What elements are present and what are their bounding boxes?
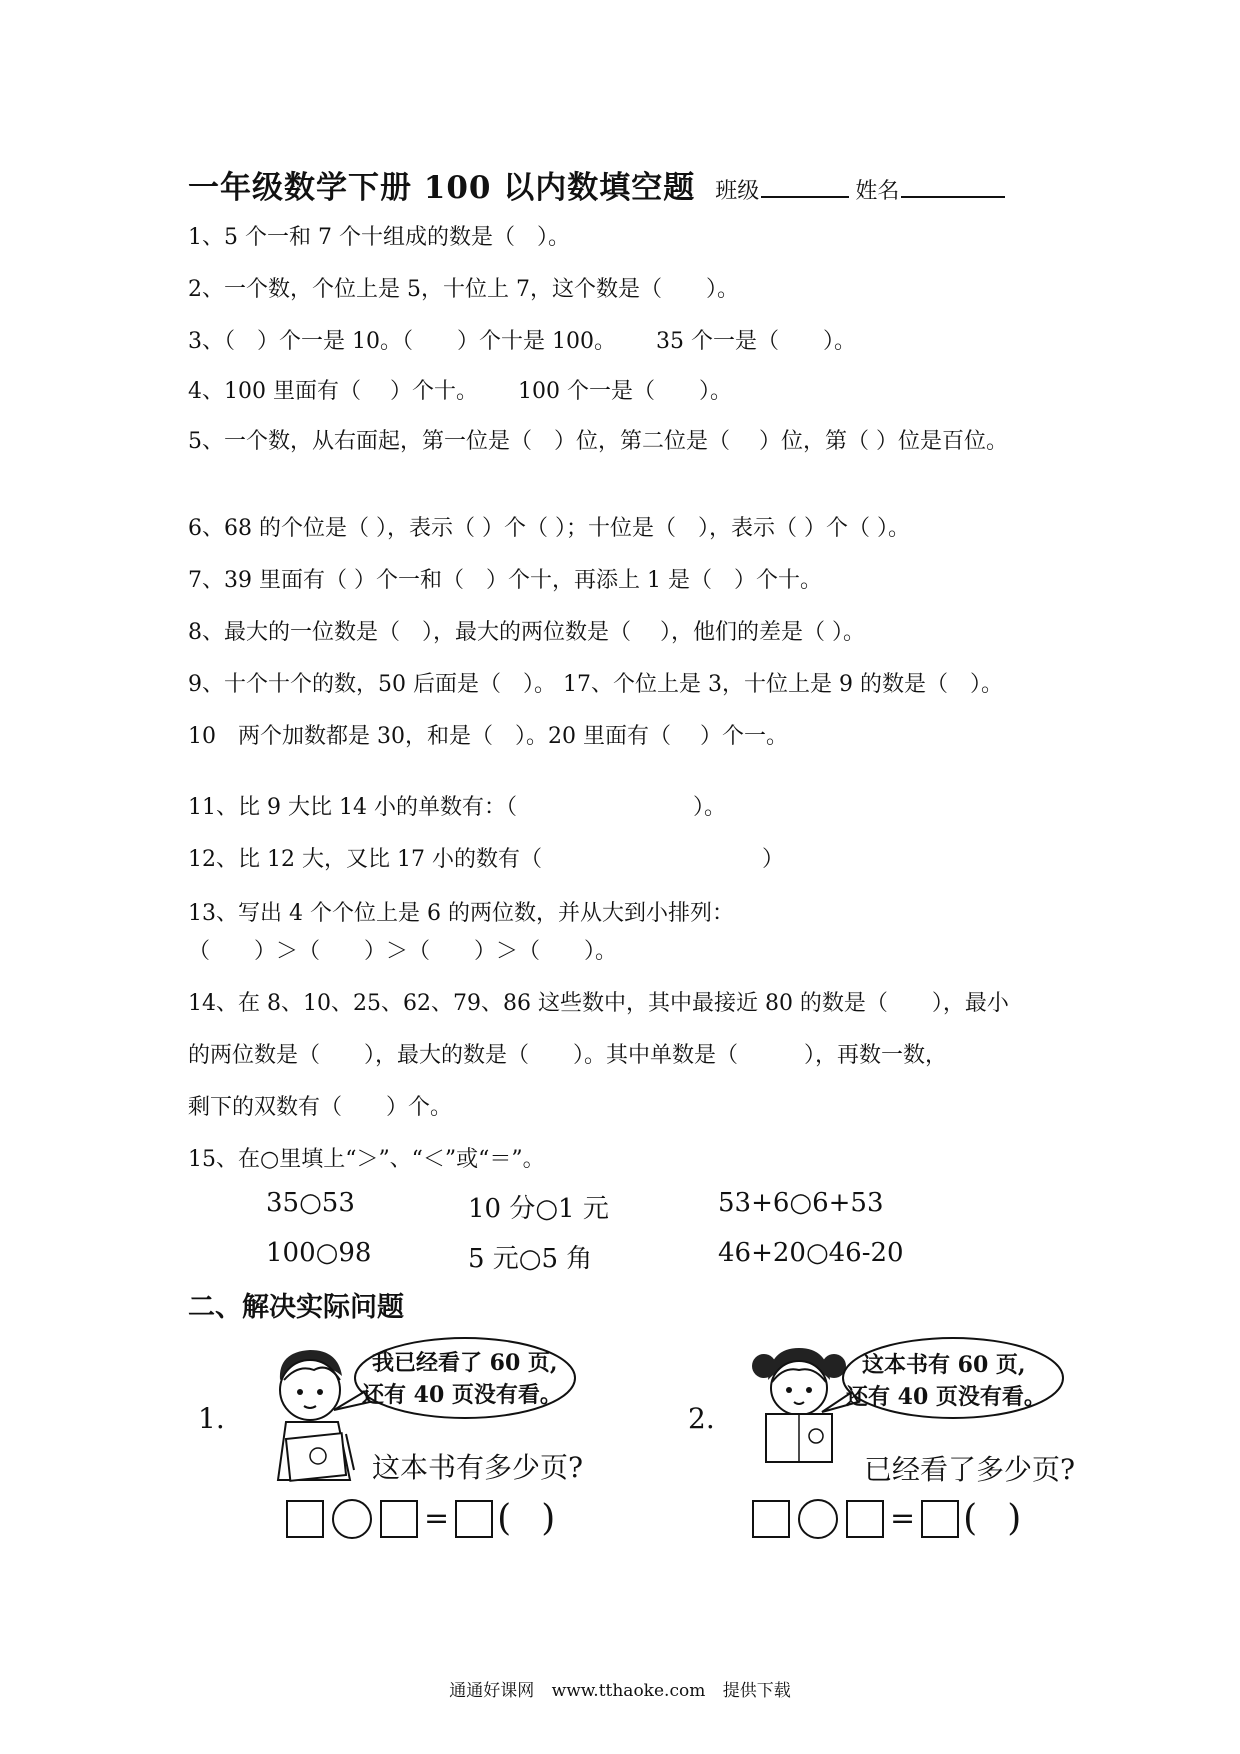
question-13-answer-line: （ ）＞（ ）＞（ ）＞（ ）。: [188, 939, 618, 964]
answer-box[interactable]: [286, 1500, 324, 1538]
comparison-2-2: 5 元○5 角: [468, 1244, 593, 1274]
title-row: [188, 162, 1005, 207]
footer-site-name: 通通好课网: [449, 1681, 535, 1701]
equal-sign: =: [890, 1501, 916, 1536]
unit-parenthesis-open: (: [497, 1498, 512, 1539]
question-14-line-3: 剩下的双数有（ ）个。: [188, 1095, 453, 1120]
footer-url[interactable]: www.tthaoke.com: [551, 1681, 706, 1701]
question-11: 11、比 9 大比 14 小的单数有：（ ）。: [188, 795, 726, 820]
problem-2-number: 2.: [688, 1402, 715, 1435]
bubble-2-line-2: 还有 40 页没有看。: [846, 1384, 1046, 1410]
speech-bubble-2: [818, 1332, 1068, 1428]
question-14-line-2: 的两位数是（ ），最大的数是（ ）。其中单数是（ ），再数一数，: [188, 1043, 948, 1068]
name-blank[interactable]: [901, 170, 1005, 198]
answer-box[interactable]: [455, 1500, 493, 1538]
question-8: 8、最大的一位数是（ ），最大的两位数是（ ），他们的差是（ ）。: [188, 620, 865, 645]
question-15: 15、在○里填上“＞”、“＜”或“＝”。: [188, 1147, 545, 1172]
name-label: 姓名: [855, 179, 900, 204]
comparison-1-3: 53+6○6+53: [718, 1188, 884, 1218]
footer: [0, 1676, 1240, 1701]
answer-box[interactable]: [921, 1500, 959, 1538]
question-12: 12、比 12 大，又比 17 小的数有（ ）: [188, 847, 784, 872]
page-title: 一年级数学下册 100 以内数填空题: [188, 170, 696, 206]
answer-box[interactable]: [380, 1500, 418, 1538]
question-4: 4、100 里面有（ ）个十。 100 个一是（ ）。: [188, 379, 732, 404]
question-5: 5、一个数，从右面起，第一位是（ ）位，第二位是（ ）位，第（ ）位是百位。: [188, 429, 1008, 454]
class-label: 班级: [715, 179, 760, 204]
question-9: 9、十个十个的数，50 后面是（ ）。 17、个位上是 3，十位上是 9 的数是（ ）。: [188, 672, 1003, 697]
equal-sign: =: [424, 1501, 450, 1536]
problem-2-equation: [752, 1498, 1021, 1539]
operator-circle[interactable]: [798, 1499, 838, 1539]
operator-circle[interactable]: [332, 1499, 372, 1539]
answer-box[interactable]: [846, 1500, 884, 1538]
problem-1-number: 1.: [198, 1402, 225, 1435]
comparison-1-2: 10 分○1 元: [468, 1194, 609, 1224]
question-2: 2、一个数，个位上是 5，十位上 7，这个数是（ ）。: [188, 277, 739, 302]
question-14-line-1: 14、在 8、10、25、62、79、86 这些数中，其中最接近 80 的数是（ ），最小: [188, 991, 1009, 1016]
class-blank[interactable]: [761, 170, 849, 198]
question-10: 10 两个加数都是 30，和是（ ）。20 里面有（ ）个一。: [188, 724, 788, 749]
comparison-1-1: 35○53: [266, 1188, 355, 1218]
question-13: 13、写出 4 个个位上是 6 的两位数，并从大到小排列：: [188, 901, 734, 926]
comparison-2-1: 100○98: [266, 1238, 372, 1268]
question-1: 1、5 个一和 7 个十组成的数是（ ）。: [188, 225, 570, 250]
unit-parenthesis-open: (: [963, 1498, 978, 1539]
footer-suffix: 提供下载: [722, 1681, 791, 1701]
unit-parenthesis-close: ): [1007, 1498, 1022, 1539]
bubble-1-line-2: 还有 40 页没有看。: [362, 1382, 562, 1408]
unit-parenthesis-close: ): [541, 1498, 556, 1539]
question-6: 6、68 的个位是（ ），表示（ ）个（ ）；十位是（ ），表示（ ）个（ ）。: [188, 516, 910, 541]
question-7: 7、39 里面有（ ）个一和（ ）个十，再添上 1 是（ ）个十。: [188, 568, 822, 593]
section-2-title: 二、解决实际问题: [188, 1292, 404, 1323]
bubble-1-line-1: 我已经看了 60 页,: [372, 1350, 558, 1376]
problem-1-equation: [286, 1498, 555, 1539]
question-3: 3、（ ）个一是 10。（ ）个十是 100。 35 个一是（ ）。: [188, 329, 856, 354]
problem-1-question: 这本书有多少页?: [372, 1451, 584, 1484]
bubble-2-line-1: 这本书有 60 页,: [862, 1352, 1026, 1378]
comparison-2-3: 46+20○46-20: [718, 1238, 904, 1268]
answer-box[interactable]: [752, 1500, 790, 1538]
problem-2-question: 已经看了多少页?: [864, 1453, 1076, 1486]
